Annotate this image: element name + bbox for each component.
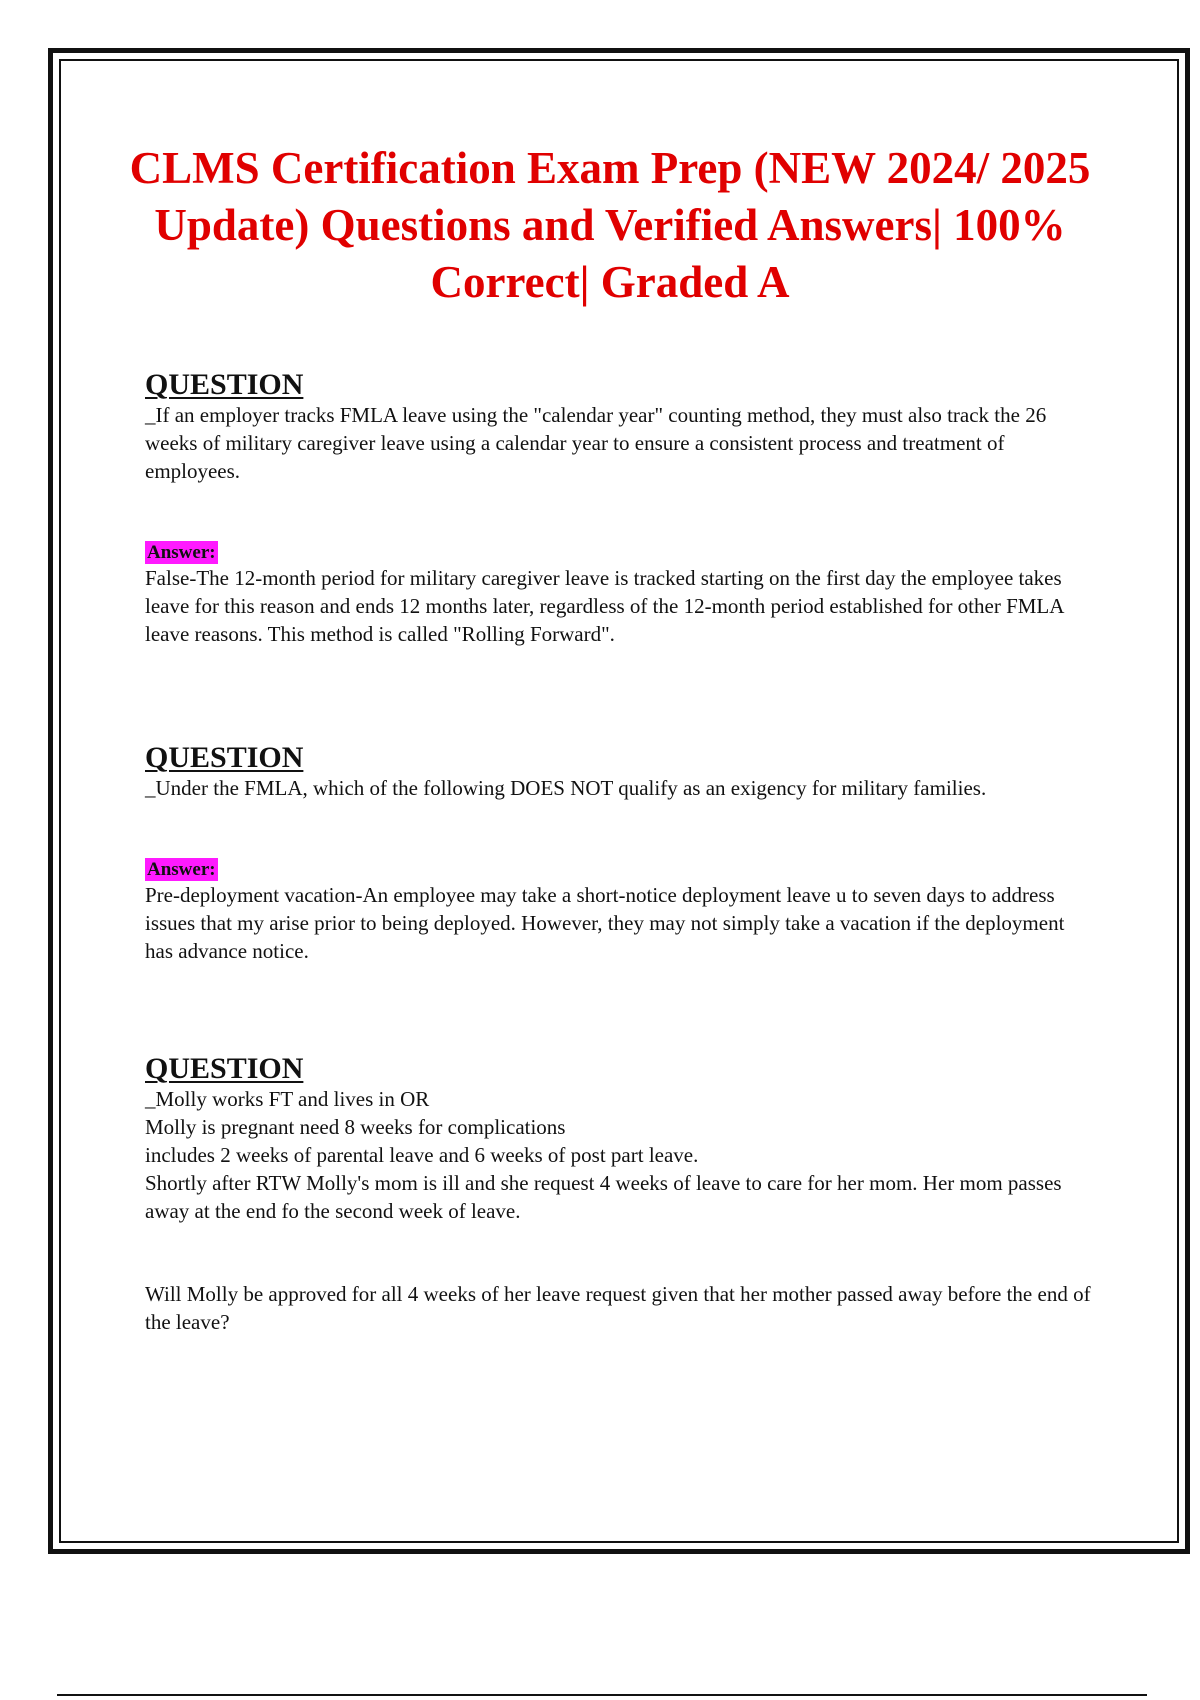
- answer-label: Answer:: [147, 859, 216, 880]
- question-heading: QUESTION: [145, 1052, 304, 1085]
- question-text: _If an employer tracks FMLA leave using the "calendar year" counting method, they must also track the 26 weeks of military caregiver leave using a calendar year to ensure a consistent process and treatment of employees.: [145, 403, 1047, 483]
- answer-label: Answer:: [147, 542, 216, 563]
- question-heading: QUESTION: [145, 368, 304, 401]
- document-content: [129, 140, 1095, 1336]
- footer-divider: [57, 1694, 1147, 1696]
- answer-block: [145, 858, 1095, 965]
- question-followup: Will Molly be approved for all 4 weeks of her leave request given that her mother passed away before the end of the leave?: [145, 1282, 1091, 1334]
- question-text: _Under the FMLA, which of the following DOES NOT qualify as an exigency for military families.: [145, 776, 987, 800]
- question-block-2: [145, 742, 1095, 965]
- answer-text: False-The 12-month period for military caregiver leave is tracked starting on the first day the employee takes leave for this reason and ends 12 months later, regardless of the 12-month period established for other FMLA leave reasons. This method is called "Rolling Forward".: [145, 566, 1064, 646]
- document-title: CLMS Certification Exam Prep (NEW 2024/ 2025 Update) Questions and Verified Answers| 100% Correct| Graded A: [129, 143, 1091, 307]
- question-text: _Molly works FT and lives in OR Molly is pregnant need 8 weeks for complications includes 2 weeks of parental leave and 6 weeks of post part leave. Shortly after RTW Molly's mom is ill and she request 4 weeks of leave to care for her mom. Her mom passes away at the end fo the second week of leave.: [145, 1087, 1062, 1223]
- question-heading: QUESTION: [145, 741, 304, 774]
- answer-text: Pre-deployment vacation-An employee may take a short-notice deployment leave u to seven days to address issues that my arise prior to being deployed. However, they may not simply take a vacation if the deployment has advance notice.: [145, 883, 1065, 963]
- question-block-1: [145, 369, 1095, 648]
- question-block-3: [145, 1053, 1095, 1336]
- answer-block: [145, 541, 1095, 648]
